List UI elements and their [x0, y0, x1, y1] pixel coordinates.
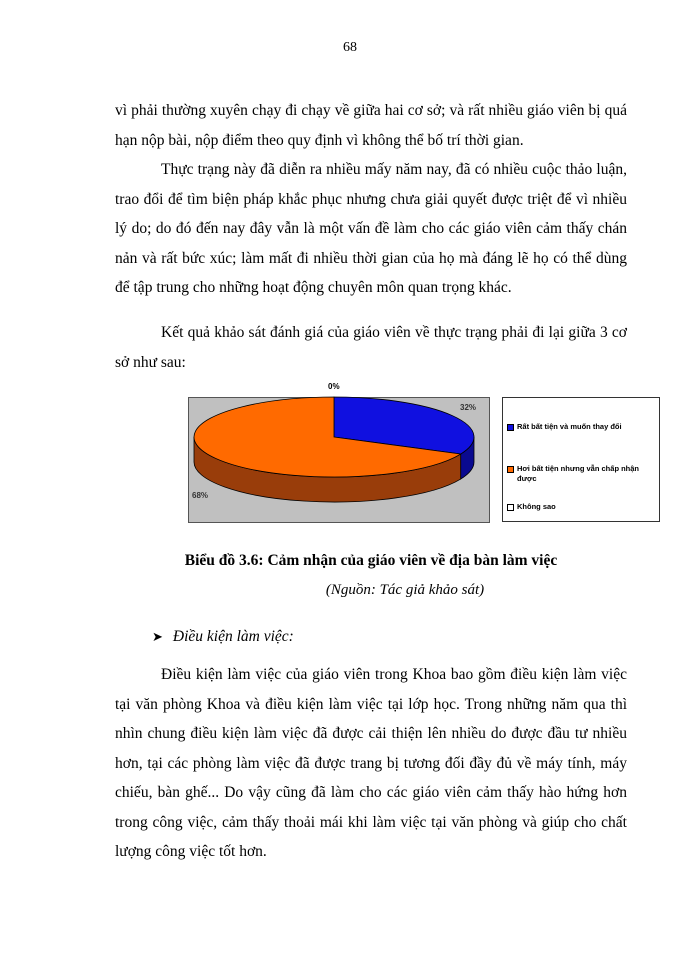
legend-swatch-icon	[507, 466, 514, 473]
legend-swatch-icon	[507, 504, 514, 511]
pie-chart	[188, 380, 660, 520]
paragraph-3: Kết quả khảo sát đánh giá của giáo viên về thực trạng phải đi lại giữa 3 cơ sở như sau:	[115, 324, 627, 371]
page-number: 68	[343, 40, 357, 55]
chart-source: (Nguồn: Tác giả khảo sát)	[325, 582, 485, 598]
legend-item	[507, 502, 655, 512]
legend-label: Không sao	[517, 502, 556, 511]
paragraph-2: Thực trạng này đã diễn ra nhiều mấy năm nay, đã có nhiều cuộc thảo luận, trao đổi để tìm biện pháp khắc phục nhưng chưa giải quyết được triệt để vì nhiều lý do; do đó đến nay đây vẫn là một vấn đề làm cho các giáo viên cảm thấy chán nản và rất bức xúc; làm mất đi nhiều thời gian của họ mà đáng lẽ họ có thể dùng để tập trung cho những hoạt động chuyên môn quan trọng khác.	[115, 161, 627, 296]
legend-label: Hơi bất tiện nhưng vẫn chấp nhận được	[517, 464, 640, 483]
chart-caption: Biểu đồ 3.6: Cảm nhận của giáo viên về địa bàn làm việc	[184, 552, 558, 569]
legend-swatch-icon	[507, 424, 514, 431]
pie-data-label: 32%	[460, 403, 477, 412]
legend-label: Rất bất tiện và muốn thay đổi	[517, 422, 622, 431]
pie-data-label: 68%	[192, 491, 209, 500]
paragraph-1: vì phải thường xuyên chạy đi chạy về giữa hai cơ sở; và rất nhiều giáo viên bị quá hạn nộp bài, nộp điểm theo quy định vì không thể bố trí thời gian.	[115, 102, 627, 149]
arrow-bullet-icon: ➤	[152, 629, 163, 644]
pie-chart-svg	[188, 380, 488, 520]
section-heading	[152, 628, 294, 646]
pie-data-label: 0%	[328, 382, 340, 391]
legend-item	[507, 422, 655, 432]
legend-item	[507, 464, 655, 484]
chart-legend	[502, 397, 660, 522]
section-heading-label: Điều kiện làm việc:	[172, 628, 294, 645]
paragraph-4: Điều kiện làm việc của giáo viên trong Khoa bao gồm điều kiện làm việc tại văn phòng Khoa và điều kiện làm việc tại lớp học. Trong những năm qua thì nhìn chung điều kiện làm việc đã được cải thiện lên nhiều do được đầu tư nhiều hơn, tại các phòng làm việc đã được trang bị tương đối đầy đủ về máy tính, máy chiếu, bàn ghế... Do vậy cũng đã làm cho các giáo viên cảm thấy hào hứng hơn trong công việc, cảm thấy thoải mái khi làm việc tại văn phòng và giúp cho chất lượng công việc tốt hơn.	[115, 666, 627, 860]
